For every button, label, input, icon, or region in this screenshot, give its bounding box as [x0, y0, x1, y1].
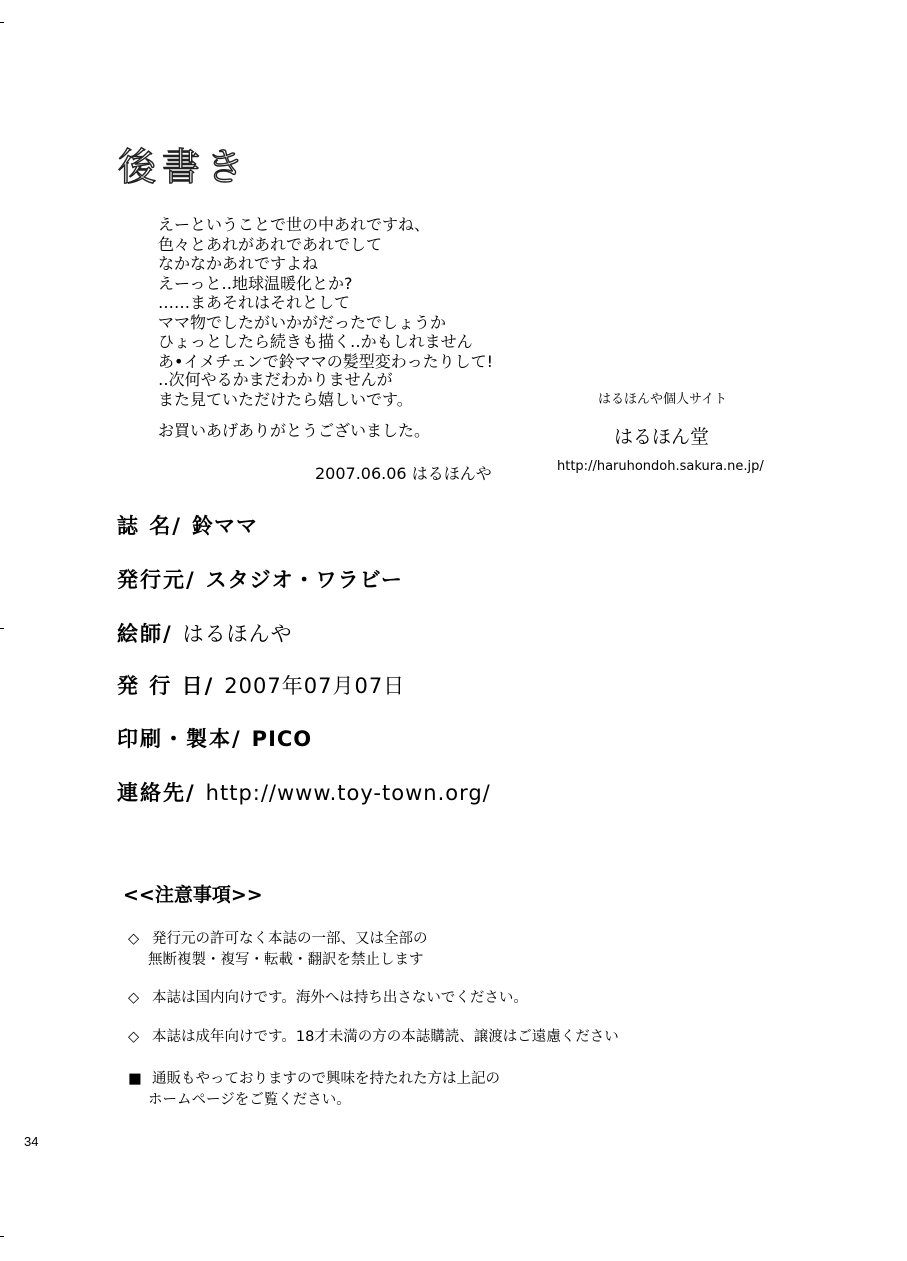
notice-item — [128, 1069, 500, 1111]
colophon-title-row — [117, 510, 258, 540]
colophon-contact-row — [117, 777, 491, 807]
notice-text: 本誌は成年向けです。18才未満の方の本誌購読、譲渡はご遠慮ください — [152, 1029, 619, 1045]
margin-tick — [0, 628, 4, 629]
colophon-key: 発行元/ — [117, 568, 196, 592]
colophon-key: 印刷・製本/ — [117, 727, 242, 751]
margin-tick — [0, 1236, 4, 1237]
page-number: 34 — [24, 1134, 39, 1149]
contact-url-link[interactable]: http://www.toy-town.org/ — [205, 781, 491, 805]
notice-heading: <<注意事項>> — [123, 884, 263, 906]
colophon-value: はるほんや — [182, 622, 293, 646]
message-line: ‥‥‥まあそれはそれとして — [158, 293, 351, 312]
colophon-date-row — [117, 670, 405, 700]
site-url-link[interactable]: http://haruhondoh.sakura.ne.jp/ — [557, 459, 764, 474]
notice-text: 無断複製・複写・転載・翻訳を禁止します — [148, 952, 424, 968]
colophon-artist-row — [117, 618, 293, 648]
colophon-value: 2007年07月07日 — [224, 674, 406, 698]
closing-line: ‥次何やるかまだわかりませんが — [158, 370, 393, 389]
diamond-bullet-icon: ◇ — [128, 1029, 140, 1045]
notice-item — [128, 929, 428, 971]
diamond-bullet-icon: ◇ — [128, 931, 140, 947]
signature: 2007.06.06 はるほんや — [315, 464, 492, 483]
message-line: 色々とあれがあれであれでして — [158, 234, 383, 254]
colophon-key: 絵師/ — [117, 622, 173, 646]
colophon-key: 誌 名/ — [117, 514, 182, 538]
colophon-value: スタジオ・ワラビー — [205, 568, 403, 592]
notice-item — [128, 988, 528, 1009]
message-line: えーということで世の中あれですね、 — [158, 215, 431, 234]
afterword-closing — [158, 370, 413, 409]
notice-item — [128, 1027, 619, 1048]
colophon-value: PICO — [251, 727, 313, 751]
colophon-publisher-row — [117, 564, 403, 594]
colophon-printer-row — [117, 723, 312, 753]
message-line: あ•イメチェンで鈴ママの髪型変わったりして! — [158, 351, 494, 371]
message-line: ママ物でしたがいかがだったでしょうか — [158, 312, 447, 332]
afterword-title: 後書き — [118, 145, 251, 189]
notice-text: 本誌は国内向けです。海外へは持ち出さないでください。 — [152, 990, 528, 1006]
colophon-key: 発 行 日/ — [117, 674, 215, 698]
notice-text: ホームページをご覧ください。 — [148, 1092, 351, 1108]
diamond-bullet-icon: ◇ — [128, 990, 140, 1006]
notice-text: 通販もやっておりますので興味を持たれた方は上記の — [152, 1071, 500, 1087]
message-line: えーっと‥地球温暖化とか? — [158, 273, 353, 293]
thanks-line: お買いあげありがとうございました。 — [158, 421, 431, 440]
colophon-key: 連絡先/ — [117, 781, 196, 805]
message-line: なかなかあれですよね — [158, 254, 319, 273]
margin-tick — [0, 22, 4, 23]
message-line: ひょっとしたら続きも描く‥かもしれません — [158, 332, 473, 351]
site-label: はるほんや個人サイト — [598, 392, 728, 407]
colophon-value: 鈴ママ — [191, 514, 258, 538]
square-bullet-icon: ■ — [128, 1071, 142, 1087]
closing-line: また見ていただけたら嬉しいです。 — [158, 389, 413, 409]
afterword-message — [158, 215, 493, 371]
site-name: はるほん堂 — [614, 426, 710, 448]
notice-text: 発行元の許可なく本誌の一部、又は全部の — [152, 931, 428, 947]
